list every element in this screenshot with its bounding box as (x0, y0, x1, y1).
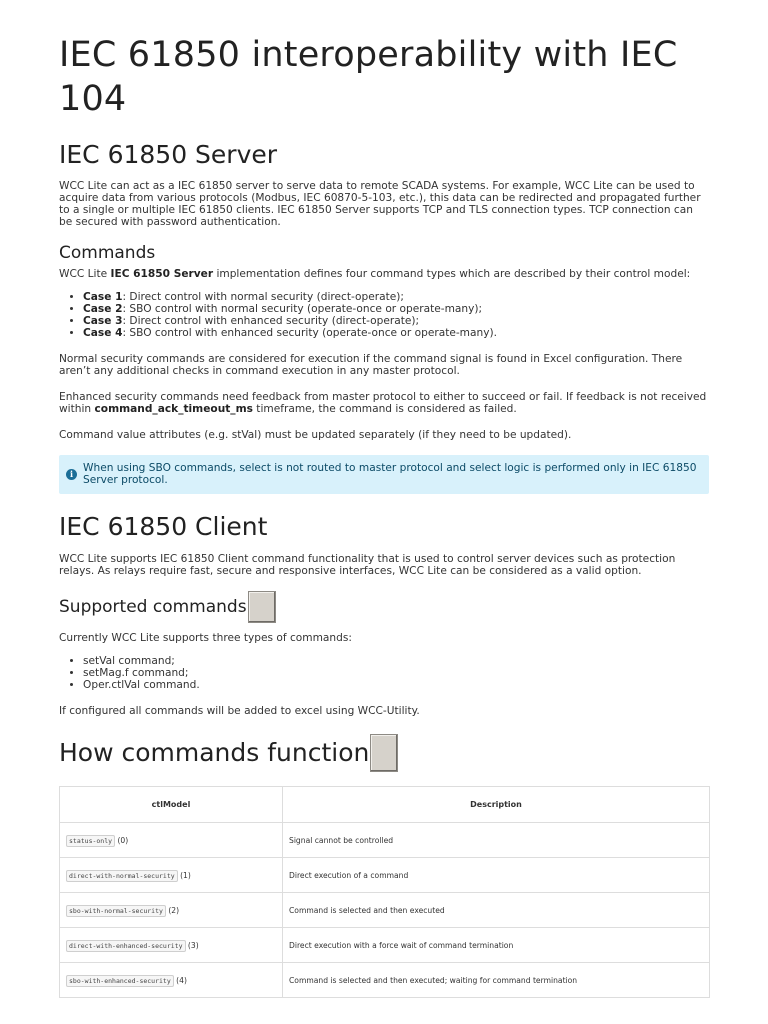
page-title: IEC 61850 interoperability with IEC 104 (59, 35, 678, 119)
table-row: sbo-with-enhanced-security (4) Command is selected and then executed; waiting for command termination (60, 963, 710, 998)
row-description: Direct execution with a force wait of command termination (283, 928, 710, 963)
column-header-description: Description (283, 787, 710, 823)
table-row: status-only (0) Signal cannot be controlled (60, 823, 710, 858)
list-item: • Case 4: SBO control with enhanced security (operate-once or operate-many). (83, 327, 709, 339)
row-description: Direct execution of a command (283, 858, 710, 893)
ctlmodel-table (59, 786, 710, 998)
row-description: Command is selected and then executed (283, 893, 710, 928)
list-item: • Case 2: SBO control with normal security (operate-once or operate-many); (83, 303, 709, 315)
client-intro: WCC Lite supports IEC 61850 Client command functionality that is used to control server devices such as protection relays. As relays require fast, secure and responsive interfaces, WCC Lite can be considered as a valid option. (59, 553, 676, 577)
info-note (59, 455, 709, 494)
ctlmodel-code: status-only (66, 835, 115, 847)
note-text: When using SBO commands, select is not routed to master protocol and select logic is performed only in IEC 61850 Server protocol. (83, 462, 697, 486)
ctlmodel-code: direct-with-enhanced-security (66, 940, 186, 952)
list-item: • setMag.f command; (83, 667, 709, 679)
supported-list (59, 655, 709, 691)
row-description: Command is selected and then executed; waiting for command termination (283, 963, 710, 998)
supported-lead: Currently WCC Lite supports three types of commands: (59, 632, 352, 644)
supported-heading: Supported commands (59, 597, 247, 617)
row-description: Signal cannot be controlled (283, 823, 710, 858)
client-heading: IEC 61850 Client (59, 512, 268, 541)
list-item: • Oper.ctlVal command. (83, 679, 709, 691)
server-intro: WCC Lite can act as a IEC 61850 server to serve data to remote SCADA systems. For example, WCC Lite can be used to acquire data from various protocols (Modbus, IEC 60870-5-103, etc.), this data can be redirected and propagated further to a single or multiple IEC 61850 clients. IEC 61850 Server supports TCP and TLS connection types. TCP connection can be secured with password authentication. (59, 180, 701, 228)
ctlmodel-code: sbo-with-normal-security (66, 905, 166, 917)
enhanced-security-text: Enhanced security commands need feedback from master protocol to either to succeed or fail. If feedback is not received within command_ack_timeout_ms timeframe, the command is considered as failed. (59, 391, 707, 415)
image-placeholder-icon (370, 734, 398, 772)
list-item: • setVal command; (83, 655, 709, 667)
commands-heading: Commands (59, 243, 156, 263)
value-attrs-text: Command value attributes (e.g. stVal) must be updated separately (if they need to be updated). (59, 429, 572, 441)
cases-list (59, 291, 709, 339)
list-item: • Case 3: Direct control with enhanced security (direct-operate); (83, 315, 709, 327)
table-header-row (60, 787, 710, 823)
list-item: • Case 1: Direct control with normal security (direct-operate); (83, 291, 709, 303)
supported-footer: If configured all commands will be added to excel using WCC-Utility. (59, 705, 420, 717)
how-heading-row (59, 734, 709, 772)
ctlmodel-code: direct-with-normal-security (66, 870, 178, 882)
table-row: direct-with-normal-security (1) Direct execution of a command (60, 858, 710, 893)
normal-security-text: Normal security commands are considered for execution if the command signal is found in Excel configuration. There aren’t any additional checks in command execution in any master protocol. (59, 353, 683, 377)
ctlmodel-code: sbo-with-enhanced-security (66, 975, 174, 987)
image-placeholder-icon (248, 591, 276, 623)
column-header-ctlmodel: ctlModel (60, 787, 283, 823)
info-icon: i (66, 469, 77, 480)
server-heading: IEC 61850 Server (59, 140, 278, 169)
table-row: sbo-with-normal-security (2) Command is selected and then executed (60, 893, 710, 928)
table-row: direct-with-enhanced-security (3) Direct execution with a force wait of command termination (60, 928, 710, 963)
supported-heading-row (59, 591, 709, 623)
commands-lead: WCC Lite IEC 61850 Server implementation defines four command types which are described by their control model: (59, 268, 691, 280)
how-heading: How commands function (59, 738, 370, 767)
